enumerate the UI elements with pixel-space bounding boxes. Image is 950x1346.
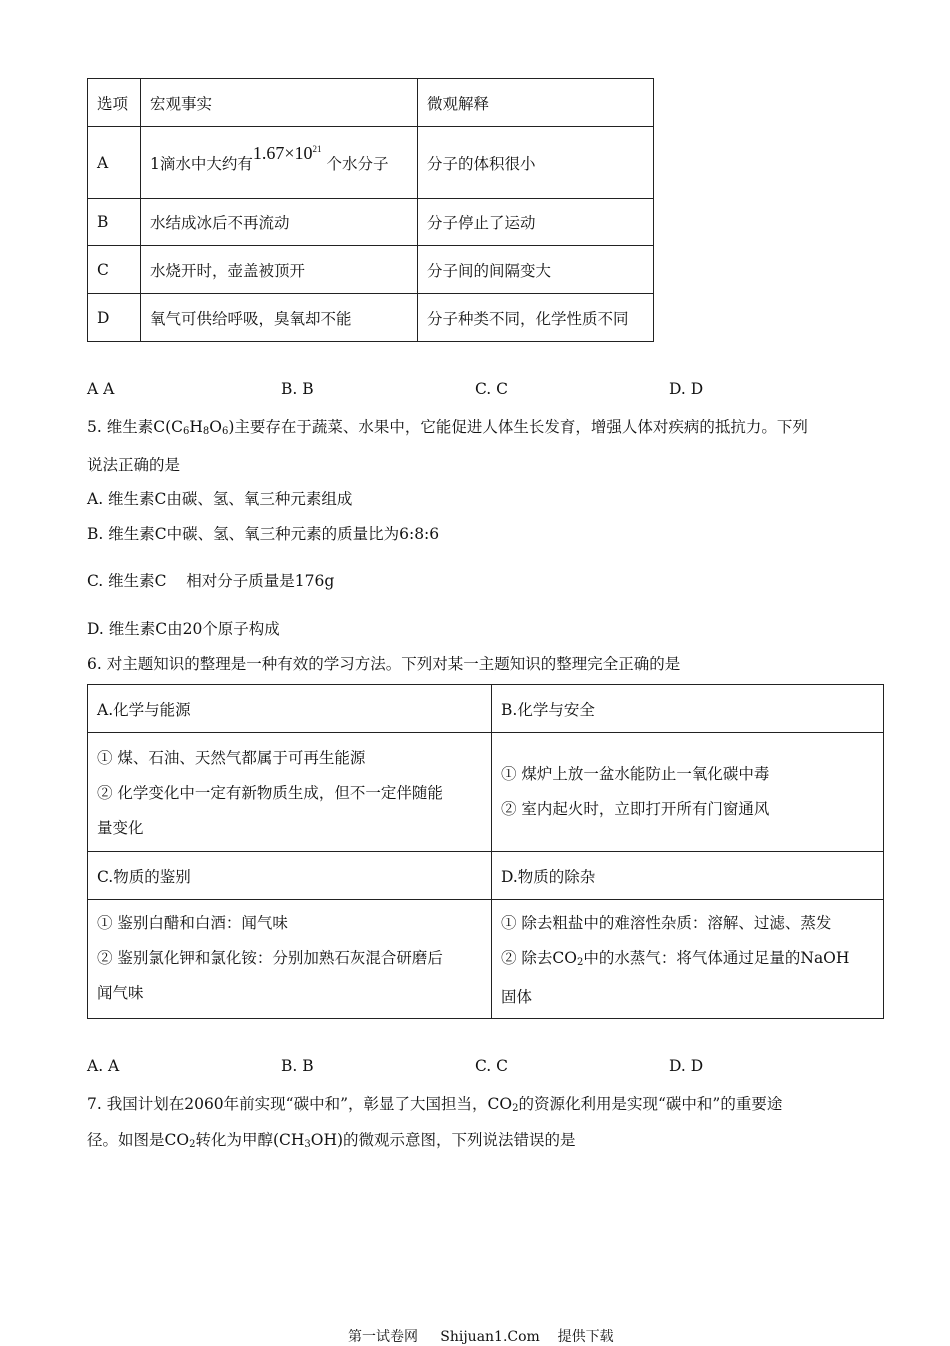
q5-option-d[interactable]: D. 维生素C由20个原子构成 — [87, 620, 280, 638]
q4-option-b[interactable]: B. B — [281, 380, 314, 398]
cell-b-title: B.化学与安全 — [492, 685, 884, 733]
table-macro-micro — [87, 78, 654, 342]
q5-option-b[interactable]: B. 维生素C中碳、氢、氧三种元素的质量比为6:8:6 — [87, 525, 440, 543]
row-fact: 水烧开时，壶盖被顶开 — [141, 246, 418, 294]
q5-option-a[interactable]: A. 维生素C由碳、氢、氧三种元素组成 — [87, 490, 353, 508]
table-row — [88, 246, 654, 294]
table-row — [88, 127, 654, 199]
sci-base: 1.67×10 — [252, 142, 313, 163]
cell-c-title: C.物质的鉴别 — [88, 852, 492, 900]
cell-line: ① 鉴别白醋和白酒：闻气味 — [97, 914, 288, 932]
header-explain: 微观解释 — [418, 79, 654, 127]
sci-exponent: 21 — [312, 143, 322, 154]
row-option: D — [88, 294, 141, 342]
row-fact: 氧气可供给呼吸，臭氧却不能 — [141, 294, 418, 342]
cell-d-content — [492, 900, 884, 1019]
cell-line: 量变化 — [97, 819, 144, 837]
cell-line: 固体 — [501, 988, 533, 1006]
q4-option-c[interactable]: C. C — [475, 380, 509, 398]
sci-number — [253, 143, 322, 163]
q6-option-c[interactable]: C. C — [475, 1057, 509, 1075]
q4-option-a[interactable]: A A — [87, 380, 115, 398]
cell-line: ② 化学变化中一定有新物质生成，但不一定伴随能 — [97, 784, 443, 802]
q5-stem: 5. 维生素$C(C_6H_8O_6)$主要存在于蔬菜、水果中，它能促进人体生长发育，增强人体对疾病的抵抗力。下列 — [87, 418, 808, 437]
table-row — [88, 852, 884, 900]
q6-stem: 6. 对主题知识的整理是一种有效的学习方法。下列对某一主题知识的整理完全正确的是 — [87, 655, 681, 673]
table-row — [88, 733, 884, 852]
cell-c-content — [88, 900, 492, 1019]
table-row — [88, 199, 654, 246]
table-row — [88, 294, 654, 342]
row-fact: 水结成冰后不再流动 — [141, 199, 418, 246]
q5-stem-line2: 说法正确的是 — [87, 456, 181, 474]
cell-line: ① 除去粗盐中的难溶性杂质：溶解、过滤、蒸发 — [501, 914, 832, 932]
row-option: A — [88, 127, 141, 199]
cell-line: ② 室内起火时，立即打开所有门窗通风 — [501, 800, 770, 818]
cell-a-content — [88, 733, 492, 852]
row-explain: 分子种类不同，化学性质不同 — [418, 294, 654, 342]
fact-text-post: 个水分子 — [326, 154, 389, 173]
cell-d-title: D.物质的除杂 — [492, 852, 884, 900]
header-option: 选项 — [88, 79, 141, 127]
table-knowledge — [87, 684, 884, 1019]
row-fact — [141, 127, 418, 199]
row-option: B — [88, 199, 141, 246]
q5-option-c[interactable]: C. 维生素C 相对分子质量是176g — [87, 572, 335, 590]
cell-b-content — [492, 733, 884, 852]
table-row — [88, 685, 884, 733]
q6-option-d[interactable]: D. D — [669, 1057, 704, 1075]
cell-line: ① 煤炉上放一盆水能防止一氧化碳中毒 — [501, 765, 770, 783]
q7-stem-line2: 径。如图是$CO_2$转化为甲醇$(CH_3OH)$的微观示意图，下列说法错误的是 — [87, 1131, 576, 1150]
cell-line: 闻气味 — [97, 984, 144, 1002]
cell-line: ② 除去$CO_2$中的水蒸气：将气体通过足量的NaOH — [501, 949, 850, 968]
cell-line: ① 煤、石油、天然气都属于可再生能源 — [97, 749, 366, 767]
q6-option-a[interactable]: A. A — [87, 1057, 120, 1075]
q4-option-d[interactable]: D. D — [669, 380, 704, 398]
table-header-row — [88, 79, 654, 127]
row-explain: 分子间的间隔变大 — [418, 246, 654, 294]
row-explain: 分子的体积很小 — [418, 127, 654, 199]
q7-stem-line1: 7. 我国计划在2060年前实现“碳中和”，彰显了大国担当，$CO_2$的资源化利用是实现“碳中和”的重要途 — [87, 1095, 783, 1114]
row-option: C — [88, 246, 141, 294]
cell-line: ② 鉴别氯化钾和氯化铵：分别加熟石灰混合研磨后 — [97, 949, 443, 967]
q6-option-b[interactable]: B. B — [281, 1057, 314, 1075]
table-row — [88, 900, 884, 1019]
row-explain: 分子停止了运动 — [418, 199, 654, 246]
cell-a-title: A.化学与能源 — [88, 685, 492, 733]
header-fact: 宏观事实 — [141, 79, 418, 127]
fact-text: 1滴水中大约有 — [150, 154, 253, 173]
page-footer: 第一试卷网 Shijuan1.Com 提供下载 — [348, 1329, 614, 1345]
